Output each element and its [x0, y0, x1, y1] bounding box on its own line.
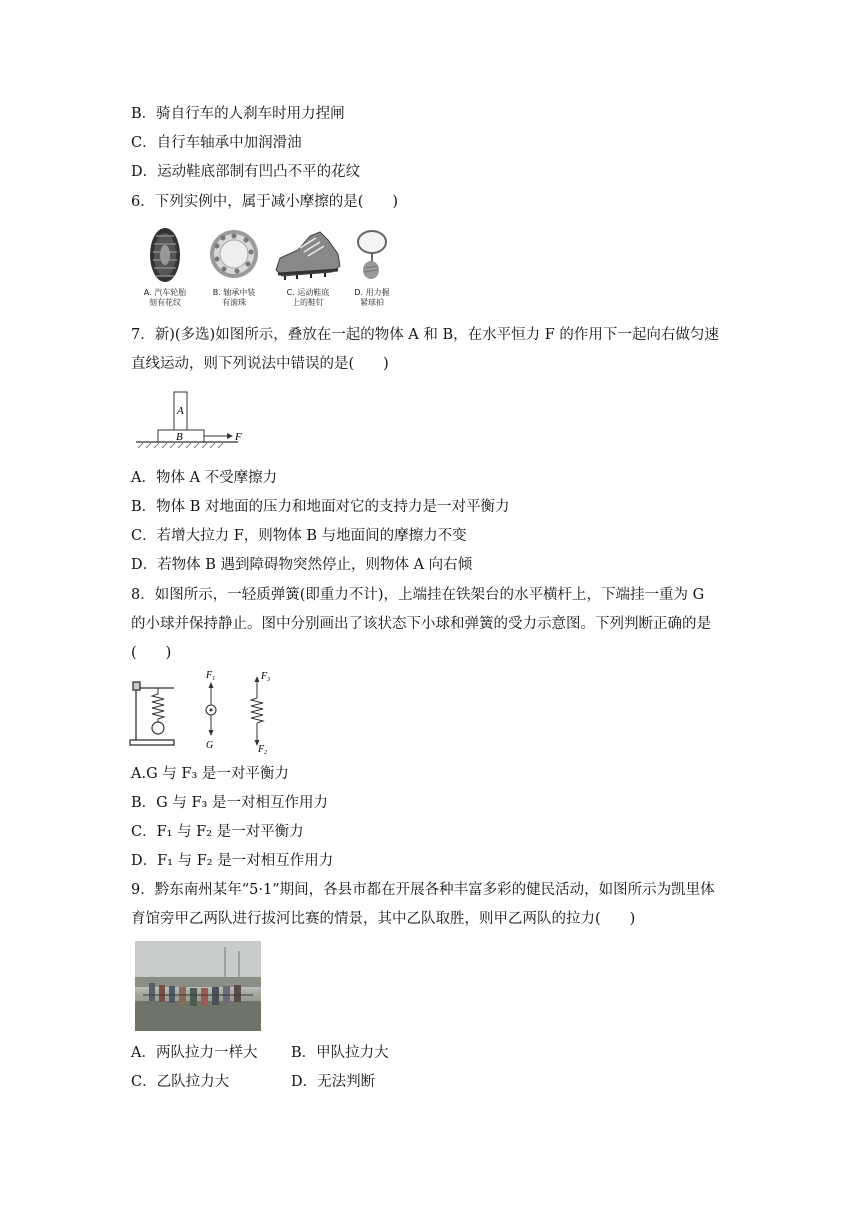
q6-image-a: [134, 226, 196, 314]
tire-icon: [134, 226, 196, 284]
q6-caption-a-1: A. 汽车轮胎: [143, 288, 187, 297]
q7-option-d: D．若物体 B 遇到障碍物突然停止，则物体 A 向右倾: [131, 557, 473, 573]
q6-image-b: [204, 226, 264, 314]
q6-caption-a-2: 刻有花纹: [149, 298, 181, 307]
q7-option-a: A．物体 A 不受摩擦力: [131, 470, 278, 486]
q9-stem-line2: 育馆旁甲乙两队进行拔河比赛的情景，其中乙队取胜，则甲乙两队的拉力( ): [131, 911, 636, 927]
label-b: B: [176, 431, 183, 443]
racket-icon: [350, 226, 394, 284]
q7-stem-line2: 直线运动，则下列说法中错误的是( ): [131, 356, 389, 372]
q6-figure: [134, 226, 390, 314]
spring-icon: [152, 688, 164, 722]
label-a: A: [177, 405, 184, 417]
q7-option-b: B．物体 B 对地面的压力和地面对它的支持力是一对平衡力: [131, 499, 510, 515]
q9-option-c: C．乙队拉力大: [131, 1074, 230, 1090]
label-f2: $F_2$: [258, 744, 268, 756]
q6-image-d: [350, 226, 394, 314]
q8-stem-line3: ( ): [131, 645, 172, 661]
q6-stem: 6．下列实例中，属于减小摩擦的是( ): [131, 194, 399, 210]
q8-figure: [126, 668, 286, 758]
q6-caption-b-2: 有滚珠: [222, 298, 246, 307]
q6-caption-d-1: D. 用力握: [354, 288, 390, 297]
label-g: G: [206, 740, 214, 751]
q7-option-c: C．若增大拉力 F，则物体 B 与地面间的摩擦力不变: [131, 528, 467, 544]
q6-image-c: [272, 226, 344, 314]
q6-caption-b-1: B. 轴承中装: [212, 288, 256, 297]
q8-stem-line1: 8．如图所示，一轻质弹簧(即重力不计)，上端挂在铁架台的水平横杆上，下端挂一重为 G: [131, 587, 705, 603]
spring-diagram-icon: [251, 698, 263, 723]
label-f: F: [235, 431, 242, 443]
ball-icon: [152, 722, 164, 734]
q5-option-c: C．自行车轴承中加润滑油: [131, 135, 302, 151]
q8-option-b: B．G 与 F₃ 是一对相互作用力: [131, 795, 328, 811]
q7-stem-line1: 7．新)(多选)如图所示，叠放在一起的物体 A 和 B，在水平恒力 F 的作用下一起向右做匀速: [131, 327, 719, 343]
arrowhead-icon: [227, 433, 233, 439]
q8-option-d: D．F₁ 与 F₂ 是一对相互作用力: [131, 853, 334, 869]
q8-stem-line2: 的小球并保持静止。图中分别画出了该状态下小球和弹簧的受力示意图。下列判断正确的是: [131, 616, 711, 632]
q9-option-b: B．甲队拉力大: [291, 1045, 389, 1061]
tug-of-war-photo: [135, 941, 261, 1031]
q7-figure: [132, 386, 252, 452]
q8-option-c: C．F₁ 与 F₂ 是一对平衡力: [131, 824, 304, 840]
q9-option-a: A．两队拉力一样大: [131, 1045, 258, 1061]
q9-options-row2: [131, 1072, 375, 1092]
q9-stem-line1: 9．黔东南州某年“5·1”期间，各县市都在开展各种丰富多彩的健民活动，如图所示为凯里体: [131, 882, 715, 898]
q5-option-d: D．运动鞋底部制有凹凸不平的花纹: [131, 164, 361, 180]
q9-options-row1: [131, 1043, 389, 1063]
q6-caption-c-2: 上的鞋钉: [292, 298, 324, 307]
label-f3: $F_3$: [261, 671, 271, 683]
bearing-icon: [204, 226, 264, 284]
shoe-icon: [272, 226, 344, 284]
label-f1: $F_1$: [206, 670, 216, 682]
q9-option-d: D．无法判断: [291, 1074, 376, 1090]
q8-option-a: A.G 与 F₃ 是一对平衡力: [131, 766, 289, 782]
q6-caption-c-1: C. 运动鞋底: [286, 288, 330, 297]
q6-caption-d-2: 紧球拍: [360, 298, 384, 307]
q5-option-b: B．骑自行车的人刹车时用力捏闸: [131, 106, 345, 122]
